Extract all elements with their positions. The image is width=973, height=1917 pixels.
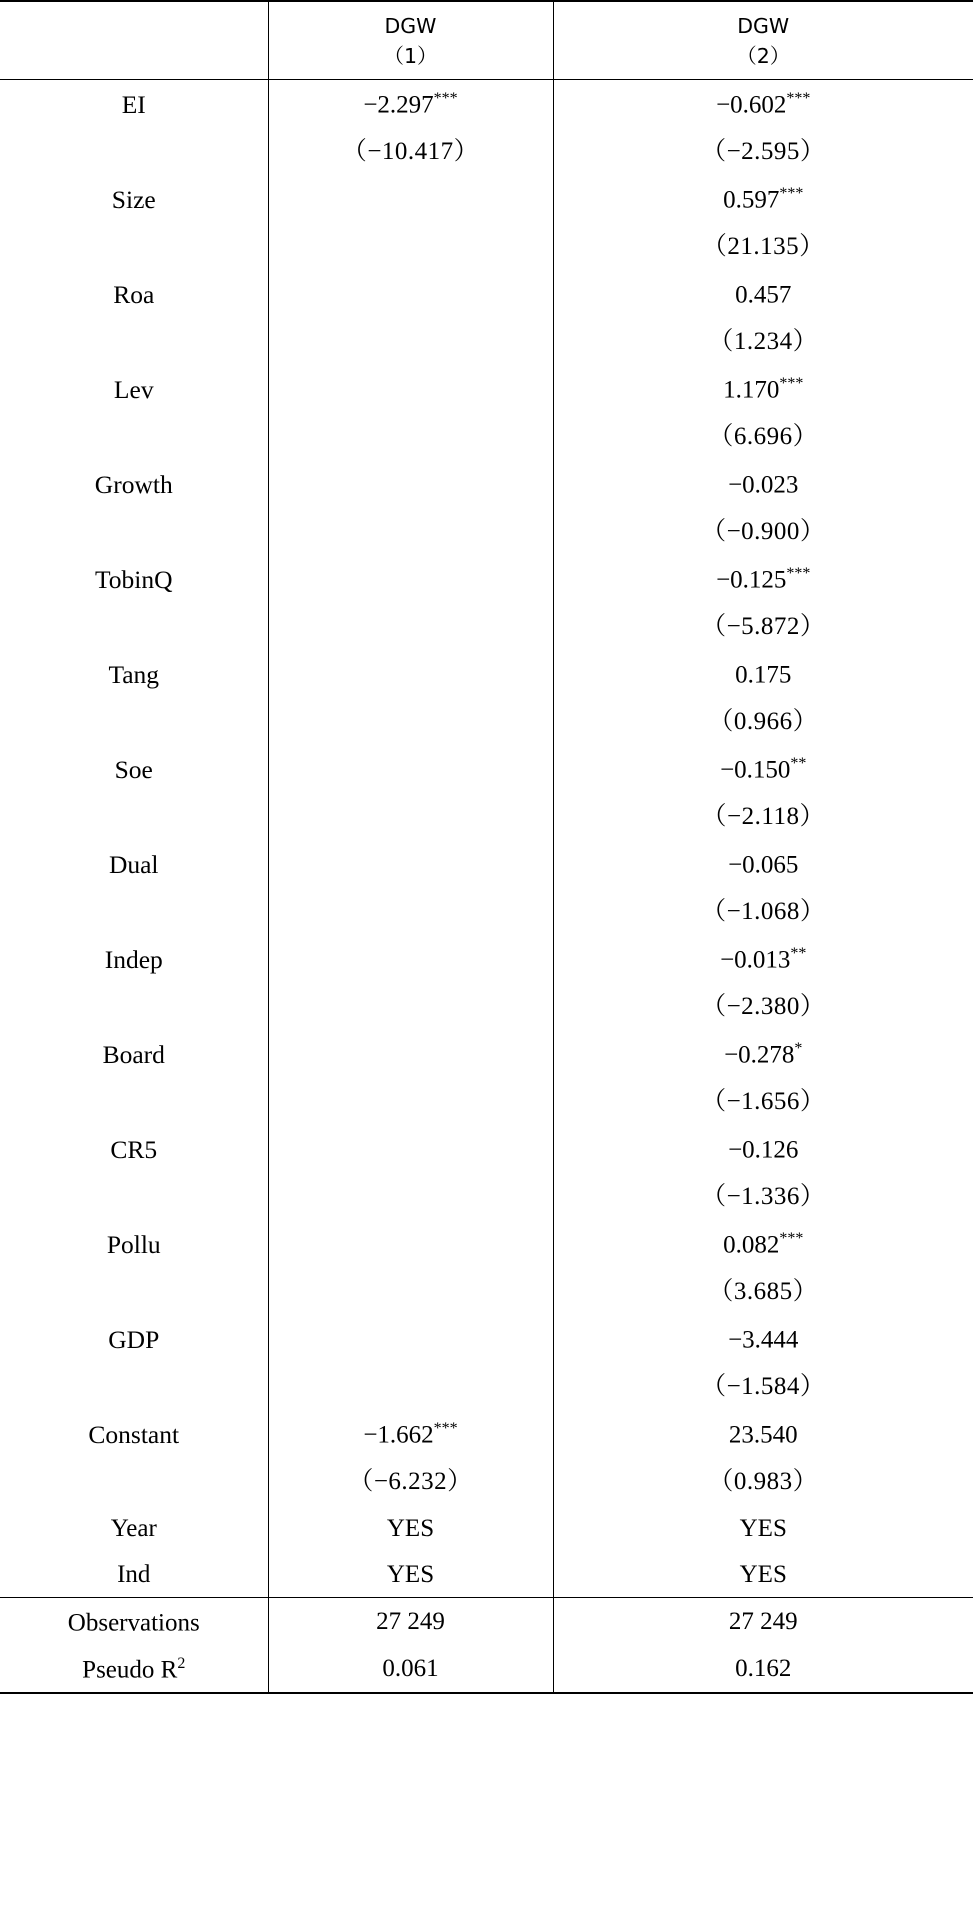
table-row — [0, 983, 973, 1030]
variable-label: Soe — [114, 754, 153, 784]
tstat-cell: （6.696） — [553, 413, 973, 460]
coefficient-cell — [553, 1315, 973, 1363]
significance-stars: ** — [790, 945, 807, 963]
table-row — [0, 508, 973, 555]
table-row — [0, 745, 973, 793]
variable-label-spacer — [0, 888, 268, 935]
stat-value: 27 249 — [553, 1598, 973, 1646]
variable-label-spacer — [0, 793, 268, 840]
tstat-cell: （−1.336） — [553, 1173, 973, 1220]
header-cell-model-2 — [553, 1, 973, 80]
fixed-effect-value: YES — [268, 1551, 553, 1598]
tstat-cell — [268, 1173, 553, 1220]
table-row — [0, 888, 973, 935]
tstat-cell: （−1.068） — [553, 888, 973, 935]
table-row — [0, 1315, 973, 1363]
table-row — [0, 555, 973, 603]
significance-stars: *** — [779, 1230, 804, 1248]
coefficient-cell — [268, 840, 553, 888]
fixed-effect-value: YES — [553, 1551, 973, 1598]
variable-label: Constant — [88, 1419, 180, 1449]
table-row — [0, 270, 973, 318]
table-row — [0, 1363, 973, 1410]
coefficient-cell — [268, 1125, 553, 1173]
stat-value: 0.162 — [553, 1645, 973, 1693]
variable-label-spacer — [0, 1078, 268, 1125]
variable-label: Tang — [108, 659, 160, 689]
stat-label-text: Observations — [67, 1609, 200, 1637]
significance-stars: *** — [779, 185, 804, 203]
table-row — [0, 1598, 973, 1646]
table-row — [0, 1220, 973, 1268]
stat-label-sup: 2 — [177, 1654, 186, 1672]
variable-label-spacer — [0, 698, 268, 745]
tstat-cell: （−1.584） — [553, 1363, 973, 1410]
coefficient-value: 0.082 — [723, 1231, 780, 1259]
tstat-cell — [268, 318, 553, 365]
tstat-cell — [268, 983, 553, 1030]
coefficient-value: −1.662 — [363, 1421, 434, 1449]
table-row — [0, 840, 973, 888]
variable-label-spacer — [0, 983, 268, 1030]
variable-label: CR5 — [110, 1134, 158, 1164]
coefficient-value: 0.457 — [735, 281, 792, 309]
variable-label-spacer — [0, 318, 268, 365]
variable-label-spacer — [0, 128, 268, 175]
coefficient-cell — [268, 460, 553, 508]
variable-label: EI — [121, 89, 146, 119]
significance-stars: *** — [786, 90, 811, 108]
table-row — [0, 1551, 973, 1598]
significance-stars: ** — [790, 755, 807, 773]
table-row — [0, 1268, 973, 1315]
coefficient-cell — [553, 1030, 973, 1078]
table-row — [0, 1125, 973, 1173]
variable-label: Lev — [113, 374, 154, 404]
table-row — [0, 793, 973, 840]
variable-label-spacer — [0, 603, 268, 650]
variable-label: TobinQ — [94, 564, 173, 594]
tstat-cell: （1.234） — [553, 318, 973, 365]
variable-label: GDP — [108, 1324, 160, 1354]
coefficient-value: −0.023 — [728, 471, 799, 499]
table-row — [0, 1030, 973, 1078]
table-header-row — [0, 1, 973, 80]
variable-label-spacer — [0, 223, 268, 270]
variable-label: Dual — [108, 849, 159, 879]
header-model-2-name: DGW — [737, 14, 790, 38]
stat-label-text: Pseudo R — [82, 1656, 178, 1684]
tstat-cell: （−5.872） — [553, 603, 973, 650]
significance-stars: *** — [779, 375, 804, 393]
tstat-cell: （0.966） — [553, 698, 973, 745]
header-model-2-number: （2） — [736, 43, 791, 68]
coefficient-cell — [268, 650, 553, 698]
tstat-cell: （0.983） — [553, 1458, 973, 1505]
tstat-cell: （3.685） — [553, 1268, 973, 1315]
coefficient-cell — [553, 555, 973, 603]
tstat-cell — [268, 1363, 553, 1410]
coefficient-value: −0.150 — [720, 756, 791, 784]
variable-label: Pollu — [106, 1229, 161, 1259]
coefficient-cell — [268, 270, 553, 318]
tstat-cell — [268, 508, 553, 555]
tstat-cell — [268, 1268, 553, 1315]
variable-label-spacer — [0, 1458, 268, 1505]
fixed-effect-value: YES — [268, 1505, 553, 1551]
coefficient-value: −3.444 — [728, 1326, 799, 1354]
variable-label: Size — [111, 184, 156, 214]
tstat-cell: （21.135） — [553, 223, 973, 270]
table-row — [0, 1458, 973, 1505]
variable-label-spacer — [0, 1268, 268, 1315]
coefficient-cell — [553, 650, 973, 698]
table-row — [0, 1410, 973, 1458]
coefficient-value: −2.297 — [363, 91, 434, 119]
tstat-cell: （−2.380） — [553, 983, 973, 1030]
coefficient-cell — [268, 365, 553, 413]
coefficient-cell — [553, 745, 973, 793]
variable-label-spacer — [0, 508, 268, 555]
significance-stars: *** — [433, 90, 458, 108]
fixed-effect-value: YES — [553, 1505, 973, 1551]
table-row — [0, 460, 973, 508]
coefficient-value: −0.125 — [716, 566, 787, 594]
variable-label-spacer — [0, 1173, 268, 1220]
stat-label — [0, 1645, 268, 1693]
variable-label: Roa — [113, 279, 155, 309]
coefficient-cell — [553, 270, 973, 318]
significance-stars: * — [794, 1040, 803, 1058]
table-row — [0, 223, 973, 270]
stat-label — [0, 1598, 268, 1646]
table-row — [0, 413, 973, 460]
coefficient-cell — [268, 555, 553, 603]
tstat-cell: （−10.417） — [268, 128, 553, 175]
tstat-cell: （−2.595） — [553, 128, 973, 175]
coefficient-cell — [553, 80, 973, 129]
table-row — [0, 318, 973, 365]
coefficient-cell — [553, 175, 973, 223]
coefficient-value: −0.602 — [716, 91, 787, 119]
table-row — [0, 1173, 973, 1220]
table-row — [0, 650, 973, 698]
coefficient-cell — [553, 1125, 973, 1173]
tstat-cell: （−0.900） — [553, 508, 973, 555]
tstat-cell — [268, 413, 553, 460]
fixed-effect-label: Year — [110, 1514, 157, 1542]
tstat-cell: （−6.232） — [268, 1458, 553, 1505]
coefficient-cell — [268, 745, 553, 793]
table-row — [0, 1078, 973, 1125]
coefficient-cell — [553, 365, 973, 413]
tstat-cell — [268, 223, 553, 270]
table-row — [0, 603, 973, 650]
tstat-cell — [268, 603, 553, 650]
table-row — [0, 698, 973, 745]
coefficient-cell — [553, 1220, 973, 1268]
table-row — [0, 80, 973, 129]
header-cell-model-1 — [268, 1, 553, 80]
coefficient-cell — [268, 80, 553, 129]
tstat-cell: （−2.118） — [553, 793, 973, 840]
significance-stars: *** — [433, 1420, 458, 1438]
tstat-cell: （−1.656） — [553, 1078, 973, 1125]
table-row — [0, 1645, 973, 1693]
tstat-cell — [268, 888, 553, 935]
variable-label-spacer — [0, 413, 268, 460]
significance-stars: *** — [786, 565, 811, 583]
header-cell-empty — [0, 1, 268, 80]
coefficient-value: 23.540 — [728, 1421, 798, 1449]
tstat-cell — [268, 698, 553, 745]
coefficient-cell — [268, 1220, 553, 1268]
coefficient-value: −0.013 — [720, 946, 791, 974]
coefficient-cell — [268, 935, 553, 983]
coefficient-value: −0.065 — [728, 851, 799, 879]
coefficient-cell — [268, 1315, 553, 1363]
coefficient-cell — [553, 840, 973, 888]
table-row — [0, 935, 973, 983]
coefficient-cell — [553, 460, 973, 508]
header-model-1-name: DGW — [384, 14, 437, 38]
coefficient-cell — [268, 175, 553, 223]
coefficient-value: 1.170 — [723, 376, 780, 404]
variable-label: Indep — [104, 944, 163, 974]
coefficient-cell — [553, 1410, 973, 1458]
tstat-cell — [268, 1078, 553, 1125]
stat-value: 27 249 — [268, 1598, 553, 1646]
coefficient-value: −0.278 — [724, 1041, 795, 1069]
table-row — [0, 175, 973, 223]
header-model-1-number: （1） — [383, 43, 438, 68]
tstat-cell — [268, 793, 553, 840]
variable-label: Growth — [94, 469, 173, 499]
table-row — [0, 128, 973, 175]
table-row — [0, 1505, 973, 1551]
variable-label-spacer — [0, 1363, 268, 1410]
coefficient-cell — [553, 935, 973, 983]
coefficient-value: 0.175 — [735, 661, 792, 689]
coefficient-value: 0.597 — [723, 186, 780, 214]
stat-value: 0.061 — [268, 1645, 553, 1693]
table-row — [0, 365, 973, 413]
variable-label: Board — [102, 1039, 165, 1069]
coefficient-cell — [268, 1030, 553, 1078]
coefficient-value: −0.126 — [728, 1136, 799, 1164]
fixed-effect-label: Ind — [0, 1551, 268, 1598]
coefficient-cell — [268, 1410, 553, 1458]
